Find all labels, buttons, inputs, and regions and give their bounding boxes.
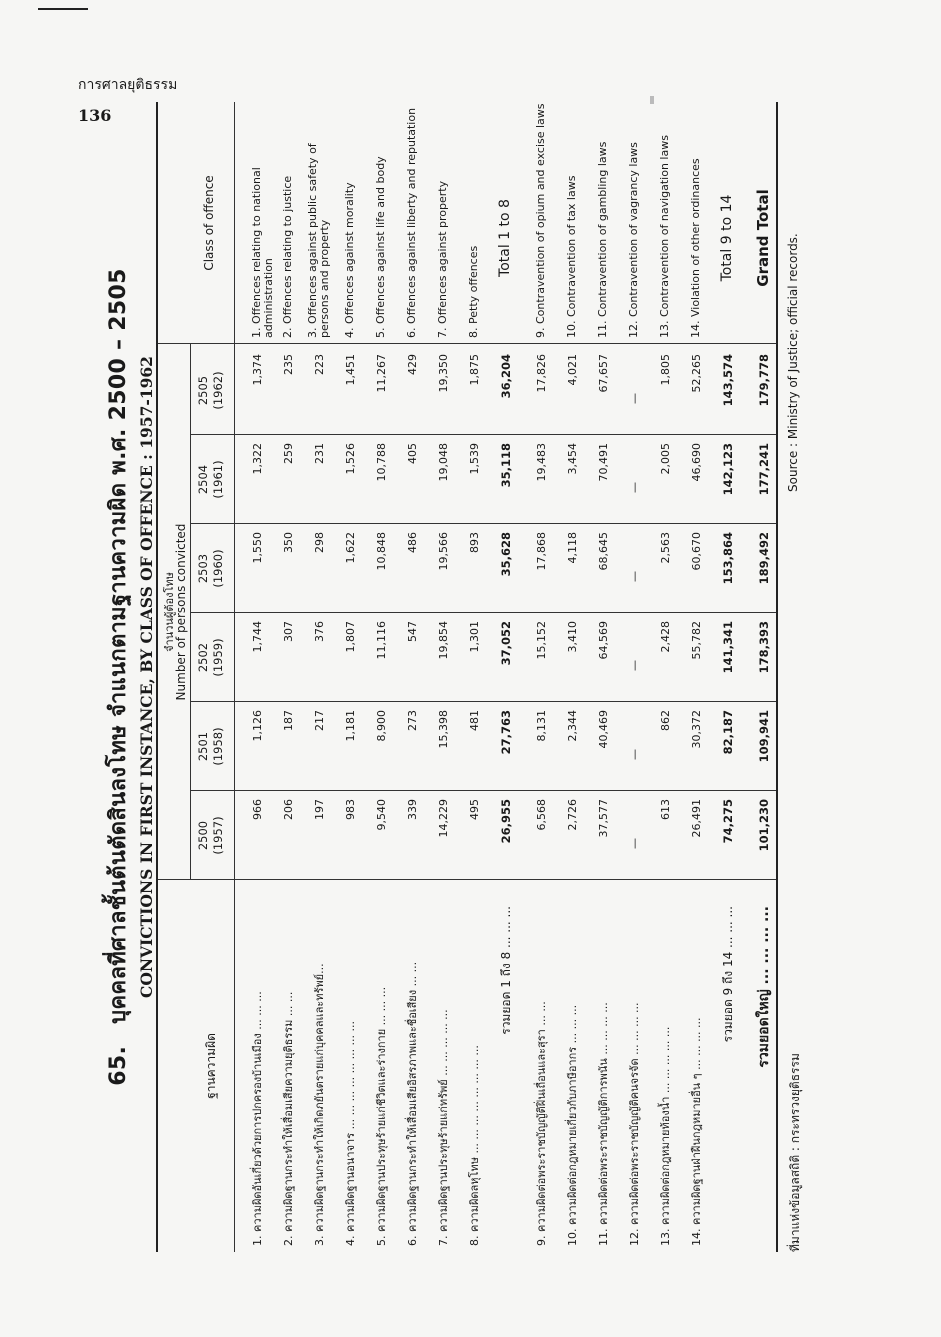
count-cell: 3,454 bbox=[566, 443, 579, 475]
count-cell: 2,563 bbox=[659, 532, 672, 564]
count-cell: 3,410 bbox=[566, 621, 579, 653]
year-be: 2503 bbox=[196, 553, 210, 584]
count-cell: 966 bbox=[251, 799, 264, 820]
count-cell: 187 bbox=[282, 710, 295, 731]
count-cell: 14,229 bbox=[437, 799, 450, 838]
offence-english: 11. Contravention of gambling laws bbox=[596, 141, 609, 338]
count-cell: 177,241 bbox=[757, 443, 771, 496]
count-cell: 4,118 bbox=[566, 532, 579, 564]
year-be: 2500 bbox=[196, 820, 210, 851]
table-row bbox=[428, 102, 460, 1252]
count-cell: 15,152 bbox=[535, 621, 548, 660]
year-ad: (1962) bbox=[211, 371, 225, 410]
table-row bbox=[650, 102, 682, 1252]
year-ad: (1961) bbox=[211, 460, 225, 499]
count-cell: — bbox=[628, 749, 641, 760]
count-cell: 142,123 bbox=[721, 443, 735, 496]
count-cell: 19,483 bbox=[535, 443, 548, 482]
count-cell: 429 bbox=[406, 354, 419, 375]
year-be: 2504 bbox=[196, 464, 210, 495]
count-cell: 109,941 bbox=[757, 710, 771, 763]
offence-thai: 4. ความผิดฐานอนาจาร ... ... ... ... ... ... ... ... bbox=[344, 1020, 357, 1246]
offence-english: 12. Contravention of vagrancy laws bbox=[627, 142, 640, 338]
count-cell: 1,550 bbox=[251, 532, 264, 564]
count-cell: 1,526 bbox=[344, 443, 357, 475]
offence-english: 10. Contravention of tax laws bbox=[565, 175, 578, 338]
count-cell: 1,322 bbox=[251, 443, 264, 475]
count-cell: 1,301 bbox=[468, 621, 481, 653]
count-cell: 1,805 bbox=[659, 354, 672, 386]
count-cell: 350 bbox=[282, 532, 295, 553]
count-cell: 37,052 bbox=[499, 621, 513, 666]
offence-english: 14. Violation of other ordinances bbox=[689, 158, 702, 338]
offence-english: 2. Offences relating to justice bbox=[281, 175, 294, 338]
year-be: 2505 bbox=[196, 375, 210, 406]
count-cell: 8,131 bbox=[535, 710, 548, 742]
count-cell: — bbox=[628, 393, 641, 404]
count-cell: 231 bbox=[313, 443, 326, 464]
count-cell: 35,118 bbox=[499, 443, 513, 488]
year-ad: (1958) bbox=[211, 727, 225, 766]
table-title bbox=[100, 102, 156, 1252]
count-cell: 495 bbox=[468, 799, 481, 820]
rotated-table-page bbox=[78, 102, 848, 1252]
count-cell: 862 bbox=[659, 710, 672, 731]
count-cell: 405 bbox=[406, 443, 419, 464]
offence-english: 1. Offences relating to national administration bbox=[250, 167, 275, 338]
count-cell: 17,826 bbox=[535, 354, 548, 393]
year-header bbox=[196, 524, 226, 613]
table-row bbox=[557, 102, 589, 1252]
count-cell: 235 bbox=[282, 354, 295, 375]
count-cell: 36,204 bbox=[499, 354, 513, 399]
count-cell: 2,726 bbox=[566, 799, 579, 831]
source-english: Source : Ministry of Justice; official records. bbox=[786, 233, 800, 492]
count-cell: 52,265 bbox=[690, 354, 703, 393]
count-cell: 189,492 bbox=[757, 532, 771, 585]
count-cell: 197 bbox=[313, 799, 326, 820]
top-rule bbox=[38, 8, 88, 10]
count-cell: 1,744 bbox=[251, 621, 264, 653]
count-cell: 339 bbox=[406, 799, 419, 820]
count-cell: 1,126 bbox=[251, 710, 264, 742]
count-cell: 11,267 bbox=[375, 354, 388, 393]
offence-thai: 1. ความผิดอันเกี่ยวด้วยการปกครองบ้านเมือง ... ... ... bbox=[251, 991, 264, 1246]
count-cell: 1,875 bbox=[468, 354, 481, 386]
year-header bbox=[196, 435, 226, 524]
year-header bbox=[196, 346, 226, 435]
divider bbox=[190, 701, 776, 702]
count-cell: 206 bbox=[282, 799, 295, 820]
count-cell: 893 bbox=[468, 532, 481, 553]
count-cell: 273 bbox=[406, 710, 419, 731]
offence-english: 4. Offences against morality bbox=[343, 182, 356, 338]
offence-thai: 3. ความผิดฐานกระทำให้เกิดภยันตรายแก่บุคคลและทรัพย์... bbox=[313, 963, 326, 1246]
offence-thai: 6. ความผิดฐานกระทำให้เสื่อมเสียอิสรภาพและชื่อเสียง ... ... bbox=[406, 961, 419, 1246]
count-cell: 4,021 bbox=[566, 354, 579, 386]
count-cell: 19,566 bbox=[437, 532, 450, 571]
page-number: 136 bbox=[78, 106, 112, 125]
year-header bbox=[196, 791, 226, 880]
table-row bbox=[366, 102, 398, 1252]
count-cell: 983 bbox=[344, 799, 357, 820]
offence-english: 3. Offences against public safety of persons and property bbox=[306, 143, 331, 338]
year-be: 2501 bbox=[196, 731, 210, 762]
count-cell: 70,491 bbox=[597, 443, 610, 482]
count-cell: 19,854 bbox=[437, 621, 450, 660]
count-cell: 179,778 bbox=[757, 354, 771, 407]
column-header-thai: ฐานความผิด bbox=[204, 1033, 218, 1099]
grand-total-row bbox=[748, 102, 780, 1252]
divider bbox=[190, 790, 776, 791]
count-cell: — bbox=[628, 838, 641, 849]
count-cell: 6,568 bbox=[535, 799, 548, 831]
offence-thai: 9. ความผิดต่อพระราชบัญญัติฝิ่นเถื่อนและสุรา ... ... bbox=[535, 1001, 548, 1246]
count-cell: 55,782 bbox=[690, 621, 703, 660]
offence-thai: 5. ความผิดฐานประทุษร้ายแก่ชีวิตและร่างกาย ... ... ... bbox=[375, 986, 388, 1246]
count-cell: 486 bbox=[406, 532, 419, 553]
table-row bbox=[397, 102, 429, 1252]
offence-english: Grand Total bbox=[754, 189, 772, 287]
divider bbox=[190, 523, 776, 524]
count-cell: 153,864 bbox=[721, 532, 735, 585]
offence-thai: 12. ความผิดต่อพระราชบัญญัติคนจรจัด ... ... ... ... bbox=[628, 1002, 641, 1246]
count-cell: 178,393 bbox=[757, 621, 771, 674]
count-cell: 307 bbox=[282, 621, 295, 642]
count-cell: 223 bbox=[313, 354, 326, 375]
table-row bbox=[459, 102, 491, 1252]
count-cell: 2,344 bbox=[566, 710, 579, 742]
count-cell: 11,116 bbox=[375, 621, 388, 660]
count-cell: 60,670 bbox=[690, 532, 703, 571]
count-cell: 547 bbox=[406, 621, 419, 642]
count-cell: 217 bbox=[313, 710, 326, 731]
offence-english: 6. Offences against liberty and reputation bbox=[405, 107, 418, 338]
table-row bbox=[242, 102, 274, 1252]
count-cell: 1,539 bbox=[468, 443, 481, 475]
header-divider bbox=[234, 102, 235, 1252]
offence-thai: 10. ความผิดต่อกฎหมายเกี่ยวกับภาษีอากร ... ... ... bbox=[566, 1004, 579, 1246]
group-header-english: Number of persons convicted bbox=[174, 523, 188, 701]
count-cell: 17,868 bbox=[535, 532, 548, 571]
table-row bbox=[304, 102, 336, 1252]
count-cell: 37,577 bbox=[597, 799, 610, 838]
count-cell: 613 bbox=[659, 799, 672, 820]
count-cell: 40,469 bbox=[597, 710, 610, 749]
count-cell: 10,848 bbox=[375, 532, 388, 571]
running-header: การศาลยุติธรรม bbox=[78, 77, 178, 93]
count-cell: 1,451 bbox=[344, 354, 357, 386]
table-title-english: CONVICTIONS IN FIRST INSTANCE, BY CLASS OF OFFENCE : 1957-1962 bbox=[137, 356, 156, 998]
offence-english: 8. Petty offences bbox=[467, 245, 480, 338]
group-header-thai: จำนวนผู้ต้องโทษ bbox=[163, 572, 176, 652]
year-be: 2502 bbox=[196, 642, 210, 673]
offence-english: 13. Contravention of navigation laws bbox=[658, 135, 671, 338]
year-ad: (1960) bbox=[211, 549, 225, 588]
count-cell: — bbox=[628, 482, 641, 493]
offence-thai: 14. ความผิดฐานฝ่าฝืนกฎหมายอื่น ๆ ... ... ... ... bbox=[690, 1017, 703, 1246]
subtotal-row bbox=[490, 102, 522, 1252]
count-cell: 2,005 bbox=[659, 443, 672, 475]
offence-thai: 11. ความผิดต่อพระราชบัญญัติการพนัน ... ... ... ... bbox=[597, 1002, 610, 1246]
source-thai: ที่มาแห่งข้อมูลสถิติ : กระทรวงยุติธรรม bbox=[788, 1053, 802, 1252]
count-cell: 30,372 bbox=[690, 710, 703, 749]
offence-thai: 13. ความผิดต่อกฎหมายท้องน้ำ ... ... ... ... ... bbox=[659, 1026, 672, 1246]
count-cell: 82,187 bbox=[721, 710, 735, 755]
count-cell: 1,374 bbox=[251, 354, 264, 386]
offence-thai: 8. ความผิดลหุโทษ ... ... ... ... ... ... ... ... bbox=[468, 1045, 481, 1246]
count-cell: — bbox=[628, 660, 641, 671]
count-cell: 64,569 bbox=[597, 621, 610, 660]
divider bbox=[190, 434, 776, 435]
count-cell: 35,628 bbox=[499, 532, 513, 577]
table-row bbox=[588, 102, 620, 1252]
divider bbox=[190, 612, 776, 613]
count-cell: 376 bbox=[313, 621, 326, 642]
count-cell: 259 bbox=[282, 443, 295, 464]
table-title-thai: บุคคลที่ศาลชั้นต้นตัดสินลงโทษ จำแนกตามฐานความผิด พ.ศ. 2500 – 2505 bbox=[106, 268, 131, 1024]
table-number: 65. bbox=[106, 1045, 131, 1086]
offence-english: 7. Offences against property bbox=[436, 180, 449, 338]
count-cell: 141,341 bbox=[721, 621, 735, 674]
count-cell: 67,657 bbox=[597, 354, 610, 393]
offence-thai: 7. ความผิดฐานประทุษร้ายแก่ทรัพย์ ... ... ... ... ... bbox=[437, 1009, 450, 1246]
count-cell: 8,900 bbox=[375, 710, 388, 742]
count-cell: 1,622 bbox=[344, 532, 357, 564]
count-cell: 298 bbox=[313, 532, 326, 553]
year-ad: (1957) bbox=[211, 816, 225, 855]
count-cell: 27,763 bbox=[499, 710, 513, 755]
count-cell: — bbox=[628, 571, 641, 582]
count-cell: 68,645 bbox=[597, 532, 610, 571]
count-cell: 15,398 bbox=[437, 710, 450, 749]
count-cell: 1,807 bbox=[344, 621, 357, 653]
year-ad: (1959) bbox=[211, 638, 225, 677]
offence-english: Total 1 to 8 bbox=[497, 199, 513, 277]
count-cell: 74,275 bbox=[721, 799, 735, 844]
table-row bbox=[681, 102, 713, 1252]
offence-english: Total 9 to 14 bbox=[719, 194, 735, 282]
offence-thai: รวมยอดใหญ่ ... ... ... ... bbox=[756, 906, 772, 1068]
column-header-english: Class of offence bbox=[202, 175, 216, 271]
offence-english: 9. Contravention of opium and excise laws bbox=[534, 103, 547, 338]
subtotal-row bbox=[712, 102, 744, 1252]
count-cell: 101,230 bbox=[757, 799, 771, 852]
offence-thai: 2. ความผิดฐานกระทำให้เสื่อมเสียความยุติธรรม ... ... bbox=[282, 991, 295, 1246]
count-cell: 46,690 bbox=[690, 443, 703, 482]
count-cell: 26,955 bbox=[499, 799, 513, 844]
count-cell: 10,788 bbox=[375, 443, 388, 482]
table-row bbox=[526, 102, 558, 1252]
count-cell: 26,491 bbox=[690, 799, 703, 838]
count-cell: 481 bbox=[468, 710, 481, 731]
offence-thai: รวมยอด 9 ถึง 14 ... ... ... bbox=[721, 906, 735, 1043]
offence-thai: รวมยอด 1 ถึง 8 ... ... ... bbox=[499, 906, 513, 1035]
year-header bbox=[196, 613, 226, 702]
convictions-table bbox=[156, 102, 778, 1252]
table-row bbox=[335, 102, 367, 1252]
count-cell: 19,350 bbox=[437, 354, 450, 393]
table-row bbox=[619, 102, 651, 1252]
count-cell: 1,181 bbox=[344, 710, 357, 742]
count-cell: 19,048 bbox=[437, 443, 450, 482]
count-cell: 9,540 bbox=[375, 799, 388, 831]
year-header bbox=[196, 702, 226, 791]
count-cell: 2,428 bbox=[659, 621, 672, 653]
count-cell: 143,574 bbox=[721, 354, 735, 407]
offence-english: 5. Offences against life and body bbox=[374, 156, 387, 338]
table-row bbox=[273, 102, 305, 1252]
